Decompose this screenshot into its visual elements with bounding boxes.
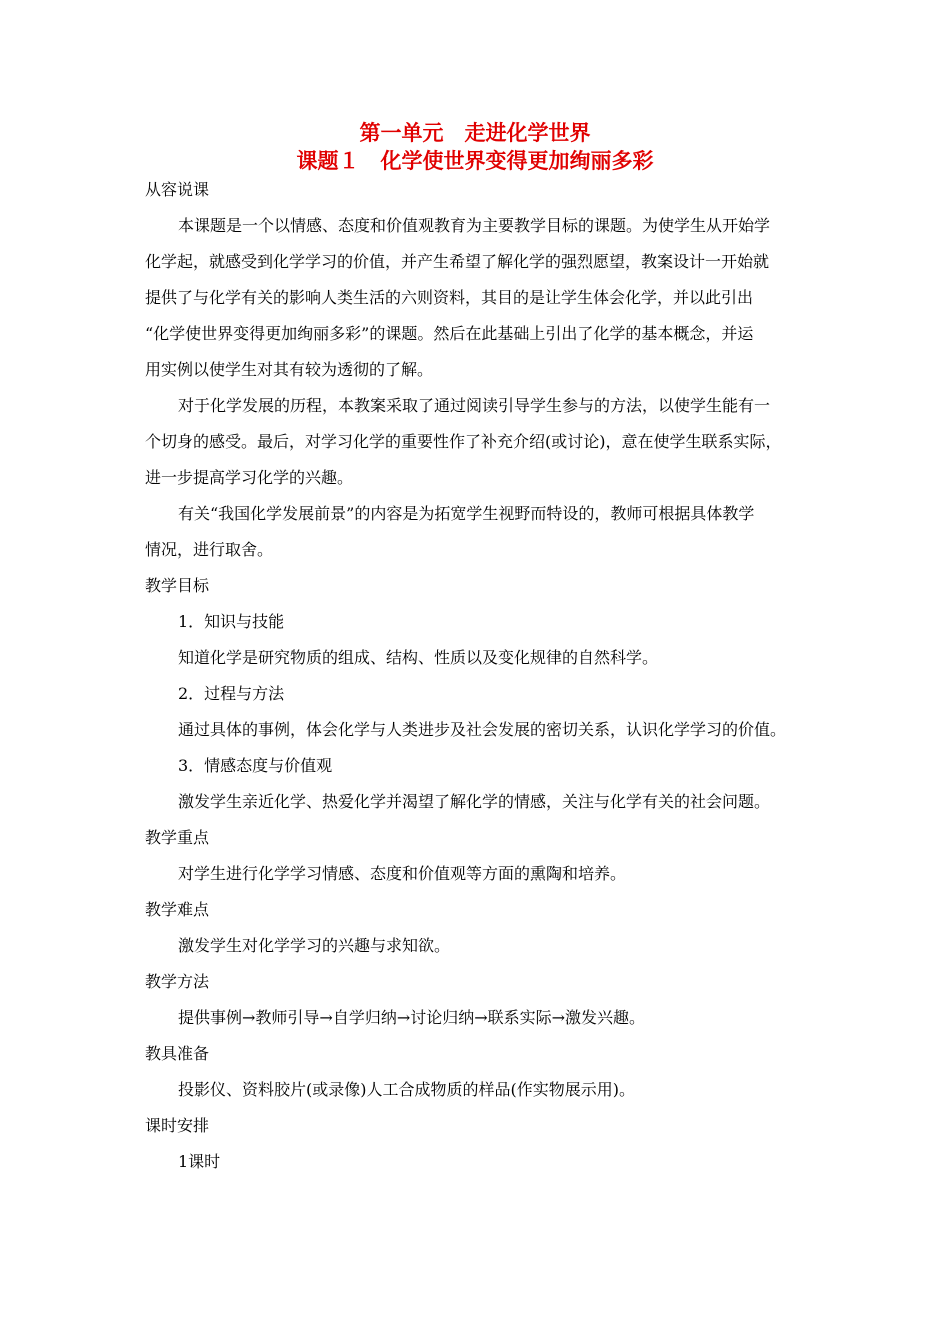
key-points-text: 对学生进行化学学习情感、态度和价值观等方面的熏陶和培养。	[178, 864, 627, 883]
goal-text: 知道化学是研究物质的组成、结构、性质以及变化规律的自然科学。	[178, 648, 659, 667]
section-heading-goals: 教学目标	[145, 576, 210, 595]
section-heading-difficulties: 教学难点	[145, 900, 210, 919]
paragraph-line: 有关“我国化学发展前景”的内容是为拓宽学生视野而特设的，教师可根据具体教学	[178, 504, 755, 523]
paragraph-line: 对于化学发展的历程，本教案采取了通过阅读引导学生参与的方法，以使学生能有一	[178, 396, 771, 415]
section-heading-schedule: 课时安排	[145, 1116, 210, 1135]
paragraph-line: 提供了与化学有关的影响人类生活的六则资料，其目的是让学生体会化学，并以此引出	[145, 288, 754, 307]
lesson-title: 课题１ 化学使世界变得更加绚丽多彩	[296, 148, 654, 173]
materials-text: 投影仪、资料胶片(或录像)人工合成物质的样品(作实物展示用)。	[178, 1080, 635, 1099]
paragraph-line: “化学使世界变得更加绚丽多彩”的课题。然后在此基础上引出了化学的基本概念，并运	[145, 324, 754, 343]
section-heading-key-points: 教学重点	[145, 828, 210, 847]
paragraph-line: 情况，进行取舍。	[145, 540, 274, 559]
schedule-text: 1课时	[178, 1152, 221, 1171]
goal-text: 通过具体的事例，体会化学与人类进步及社会发展的密切关系，认识化学学习的价值。	[178, 720, 787, 739]
paragraph-line: 进一步提高学习化学的兴趣。	[145, 468, 354, 487]
methods-text: 提供事例→教师引导→自学归纳→讨论归纳→联系实际→激发兴趣。	[178, 1008, 646, 1027]
goal-text: 激发学生亲近化学、热爱化学并渴望了解化学的情感，关注与化学有关的社会问题。	[178, 792, 771, 811]
section-heading-intro: 从容说课	[145, 180, 210, 199]
document-body	[145, 172, 815, 1180]
goal-label: 2．过程与方法	[178, 684, 285, 703]
unit-title: 第一单元 走进化学世界	[359, 120, 591, 145]
paragraph-line: 用实例以使学生对其有较为透彻的了解。	[145, 360, 434, 379]
section-heading-materials: 教具准备	[145, 1044, 210, 1063]
difficulties-text: 激发学生对化学学习的兴趣与求知欲。	[178, 936, 451, 955]
goal-label: 1．知识与技能	[178, 612, 285, 631]
paragraph-line: 本课题是一个以情感、态度和价值观教育为主要教学目标的课题。为使学生从开始学	[178, 216, 771, 235]
section-heading-methods: 教学方法	[145, 972, 210, 991]
goal-label: 3．情感态度与价值观	[178, 756, 333, 775]
paragraph-line: 个切身的感受。最后，对学习化学的重要性作了补充介绍(或讨论)，意在使学生联系实际，	[145, 432, 782, 451]
paragraph-line: 化学起，就感受到化学学习的价值，并产生希望了解化学的强烈愿望，教案设计一开始就	[145, 252, 770, 271]
